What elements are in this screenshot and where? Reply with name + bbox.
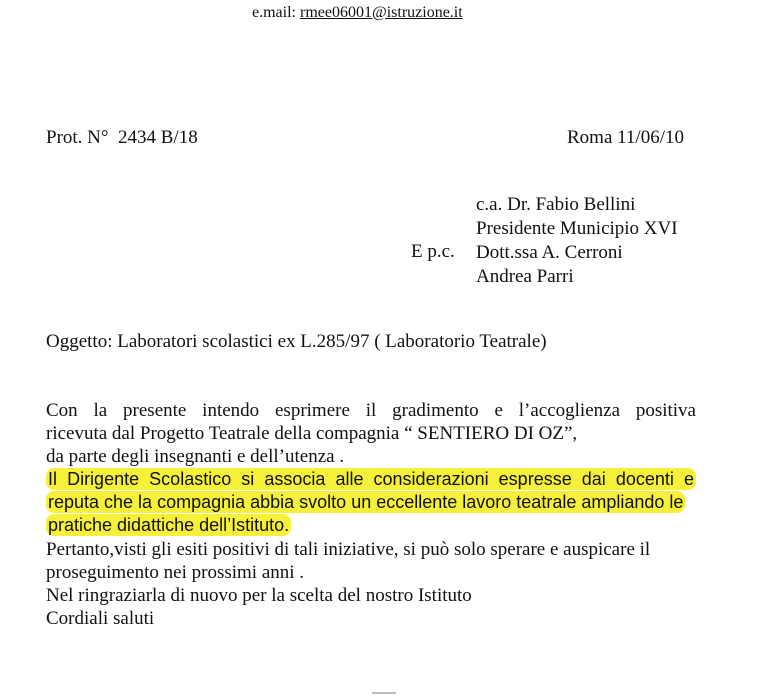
recipient-title-line: Presidente Municipio XVI xyxy=(476,218,678,239)
protocol-label: Prot. N° xyxy=(46,127,109,148)
page-footer-mark xyxy=(372,692,396,694)
highlight-line xyxy=(46,514,696,537)
highlight-text: pratiche didattiche dell’Istituto. xyxy=(48,515,290,535)
highlight-text: reputa che la compagnia abbia svolto un eccellente lavoro teatrale ampliando le xyxy=(48,492,684,512)
highlight-line xyxy=(46,491,696,514)
recipient-cc-line-1: Dott.ssa A. Cerroni xyxy=(476,242,623,263)
body-line: Pertanto,visti gli esiti positivi di tali iniziative, si può solo sperare e auspicare il xyxy=(46,539,651,560)
body-line: Nel ringraziarla di nuovo per la scelta del nostro Istituto xyxy=(46,585,472,606)
recipient-ca-line: c.a. Dr. Fabio Bellini xyxy=(476,194,636,215)
protocol-number xyxy=(46,127,198,149)
email-label: e.mail: xyxy=(252,4,296,21)
body-paragraph-3 xyxy=(46,538,696,630)
header-email xyxy=(252,4,463,22)
highlight-text: Il Dirigente Scolastico si associa alle considerazioni espresse dai docenti e xyxy=(48,469,694,489)
body-line: ricevuta dal Progetto Teatrale della compagnia “ SENTIERO DI OZ”, xyxy=(46,423,578,444)
highlight-line xyxy=(46,468,696,491)
recipient-cc-line-2: Andrea Parri xyxy=(476,266,574,287)
body-line: Con la presente intendo esprimere il gradimento e l’accoglienza positiva xyxy=(46,400,696,421)
protocol-value: 2434 B/18 xyxy=(118,127,198,148)
email-link[interactable]: rmee06001@istruzione.it xyxy=(299,4,463,21)
subject-line: Oggetto: Laboratori scolastici ex L.285/97 ( Laboratorio Teatrale) xyxy=(46,331,547,352)
closing-line: Cordiali saluti xyxy=(46,608,155,629)
date-line: Roma 11/06/10 xyxy=(567,127,684,148)
epc-label: E p.c. xyxy=(411,241,455,262)
body-line: proseguimento nei prossimi anni . xyxy=(46,562,305,583)
body-line: da parte degli insegnanti e dell’utenza . xyxy=(46,446,345,467)
body-paragraph-1 xyxy=(46,399,696,468)
highlighted-paragraph xyxy=(46,468,696,537)
